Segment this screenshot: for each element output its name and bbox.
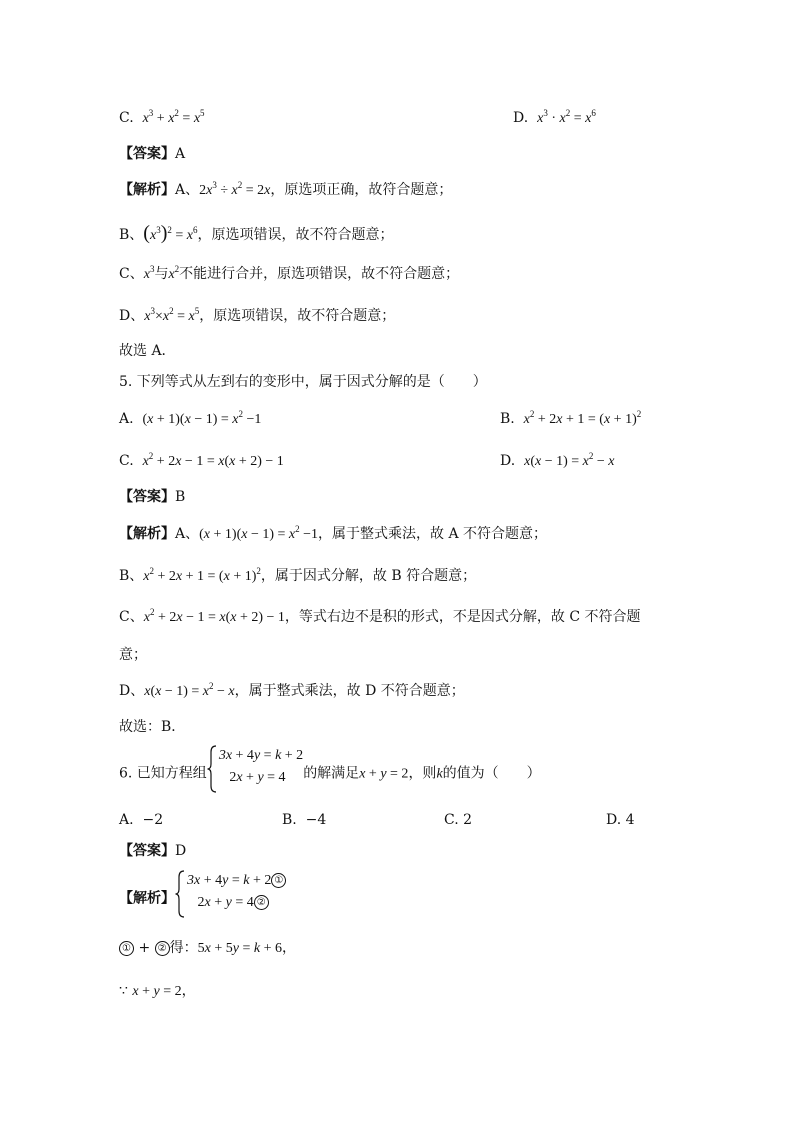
q6-analysis-system: 【解析】 3x + 4y = k + 2 ① 2x + y = 4 ② xyxy=(119,870,286,927)
q4-option-c: C. $x^3 + x^2 = x^5$ xyxy=(119,108,205,126)
q4-analysis-a: 【解析】A、$2x^3 \div x^2 = 2x$，原选项正确，故符合题意； xyxy=(119,180,453,198)
q4-analysis-d: D、$x^3\times x^2 = x^5$，原选项错误，故不符合题意； xyxy=(119,306,396,324)
q4-analysis-b: B、$(x^3)^2 = x^6$，原选项错误，故不符合题意； xyxy=(119,222,394,244)
q6-option-a: A. −2 xyxy=(119,812,164,828)
q4-conclusion: 故选 A． xyxy=(119,343,176,359)
q4-answer: 【答案】A xyxy=(119,146,186,162)
q5-answer: 【答案】B xyxy=(119,489,186,505)
q5-analysis-b: B、$x^2 + 2x + 1 = (x + 1)^2$，属于因式分解，故 B 符合题意； xyxy=(119,566,477,584)
q6-analysis-equation-system: 3x + 4y = k + 2 ① 2x + y = 4 ② xyxy=(175,870,286,927)
q5-option-a: A. $(x + 1)(x - 1) = x^2 -1$ xyxy=(119,409,262,427)
q6-option-d: D. 4 xyxy=(606,812,635,828)
q5-stem: 5. 下列等式从左到右的变形中，属于因式分解的是（ ） xyxy=(119,374,487,390)
q5-analysis-c: C、$x^2 + 2x - 1 = x(x + 2) - 1$，等式右边不是积的形式，不是因式分解，故 C 不符合题 xyxy=(119,607,641,625)
q5-analysis-c-cont: 意； xyxy=(119,647,147,663)
q4-option-d: D. $x^3 \cdot x^2 = x^6$ xyxy=(513,108,596,126)
q5-option-c: C. $x^2 + 2x - 1 = x(x + 2) - 1$ xyxy=(119,451,284,469)
q5-analysis-d: D、$x(x - 1) = x^2 - x$，属于整式乘法，故 D 不符合题意； xyxy=(119,681,465,699)
q5-analysis-a: 【解析】A、$(x + 1)(x - 1) = x^2 -1$，属于整式乘法，故 A 不符合题意； xyxy=(119,524,548,542)
q5-option-b: B. $x^2 + 2x + 1 = (x + 1)^2$ xyxy=(500,409,642,427)
q5-conclusion: 故选：B． xyxy=(119,719,186,735)
q6-option-c: C. 2 xyxy=(444,812,473,828)
q6-equation-system: 3x + 4y = k + 2 2x + y = 4 xyxy=(207,745,303,802)
q4-analysis-c: C、$x^3$与$x^2$不能进行合并，原选项错误，故不符合题意； xyxy=(119,264,460,282)
q6-stem: 6. 已知方程组 3x + 4y = k + 2 2x + y = 4 的解满足x + y = 2，则k的值为（ ） xyxy=(119,745,541,802)
q6-option-b: B. −4 xyxy=(282,812,327,828)
q6-analysis-step2: ∵ x + y = 2， xyxy=(119,983,196,999)
q6-analysis-step1: ① + ② 得：5x + 5y = k + 6， xyxy=(119,938,296,959)
brace-icon xyxy=(207,745,217,793)
brace-icon xyxy=(175,870,185,918)
q5-option-d: D. $x(x - 1) = x^2 - x$ xyxy=(500,451,615,469)
q6-answer: 【答案】D xyxy=(119,843,187,859)
